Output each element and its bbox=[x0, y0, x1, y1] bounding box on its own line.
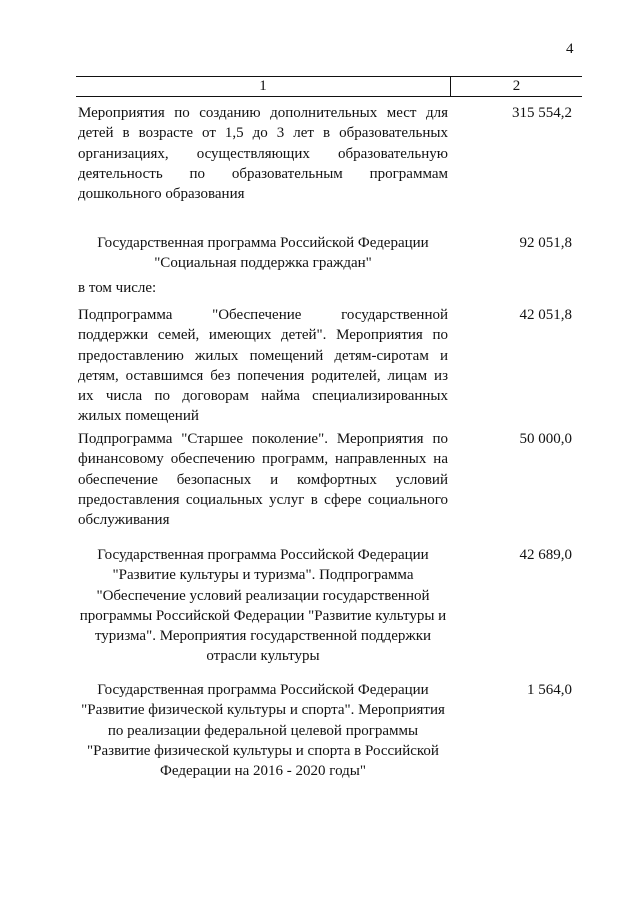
row-line: Мероприятия по созданию дополнительных мест для bbox=[78, 105, 448, 121]
row-amount: 1 564,0 bbox=[527, 682, 572, 698]
row-line: программы Российской Федерации "Развитие культуры и bbox=[79, 607, 447, 624]
row-description bbox=[78, 545, 448, 667]
row-description bbox=[78, 103, 448, 204]
row-line: обслуживания bbox=[78, 512, 170, 529]
row-line: обеспечение безопасных и комфортных условий bbox=[78, 471, 448, 488]
row-line: детей в возрасте от 1,5 до 3 лет в образовательных bbox=[78, 125, 448, 142]
row-line: финансовому обеспечению программ, направленных на bbox=[78, 451, 448, 468]
row-line: дошкольного образования bbox=[78, 186, 245, 203]
row-description bbox=[78, 233, 448, 274]
row-line: туризма". Мероприятия государственной поддержки bbox=[94, 628, 432, 645]
including-label: в том числе: bbox=[78, 280, 157, 296]
row-line: Подпрограмма "Старшее поколение". Мероприятия по bbox=[78, 431, 448, 447]
table-header-col1: 1 bbox=[259, 78, 267, 94]
row-line: детям, оставшимся без попечения родителей, лицам из bbox=[78, 367, 448, 384]
row-line: жилых помещений bbox=[78, 408, 199, 425]
table-header-row bbox=[76, 76, 582, 97]
row-line: по реализации федеральной целевой программы bbox=[107, 722, 419, 739]
row-description bbox=[78, 680, 448, 781]
row-line: Государственная программа Российской Федерации bbox=[97, 682, 429, 698]
row-line: Государственная программа Российской Федерации bbox=[97, 547, 429, 563]
row-line: их числа по договорам найма специализированных bbox=[78, 388, 448, 405]
row-line: предоставления социальных услуг в сфере социального bbox=[78, 491, 448, 508]
row-description bbox=[78, 429, 448, 530]
row-line: "Развитие культуры и туризма". Подпрограмма bbox=[112, 567, 414, 584]
row-line: предоставлению жилых помещений детям-сиротам и bbox=[78, 347, 448, 364]
row-line: "Развитие физической культуры и спорта". Мероприятия bbox=[81, 702, 445, 719]
row-line: "Обеспечение условий реализации государственной bbox=[96, 587, 430, 604]
row-amount: 42 689,0 bbox=[519, 547, 572, 563]
row-line: отрасли культуры bbox=[206, 648, 320, 665]
row-line: "Развитие физической культуры и спорта в Российской bbox=[87, 742, 439, 759]
row-amount: 42 051,8 bbox=[519, 307, 572, 323]
row-amount: 92 051,8 bbox=[519, 235, 572, 251]
row-line: поддержки семей, имеющих детей". Мероприятия по bbox=[78, 327, 448, 344]
row-line: "Социальная поддержка граждан" bbox=[154, 255, 372, 272]
row-amount: 315 554,2 bbox=[512, 105, 572, 121]
row-line: Государственная программа Российской Федерации bbox=[97, 235, 429, 251]
row-description bbox=[78, 305, 448, 427]
row-line: Федерации на 2016 - 2020 годы" bbox=[160, 763, 366, 780]
row-line: деятельность по образовательным программам bbox=[78, 165, 448, 182]
row-line: организациях, осуществляющих образовательную bbox=[78, 145, 448, 162]
row-amount: 50 000,0 bbox=[519, 431, 572, 447]
table-header-col2: 2 bbox=[512, 78, 521, 94]
page-number: 4 bbox=[566, 41, 574, 57]
row-line: Подпрограмма "Обеспечение государственной bbox=[78, 307, 448, 323]
